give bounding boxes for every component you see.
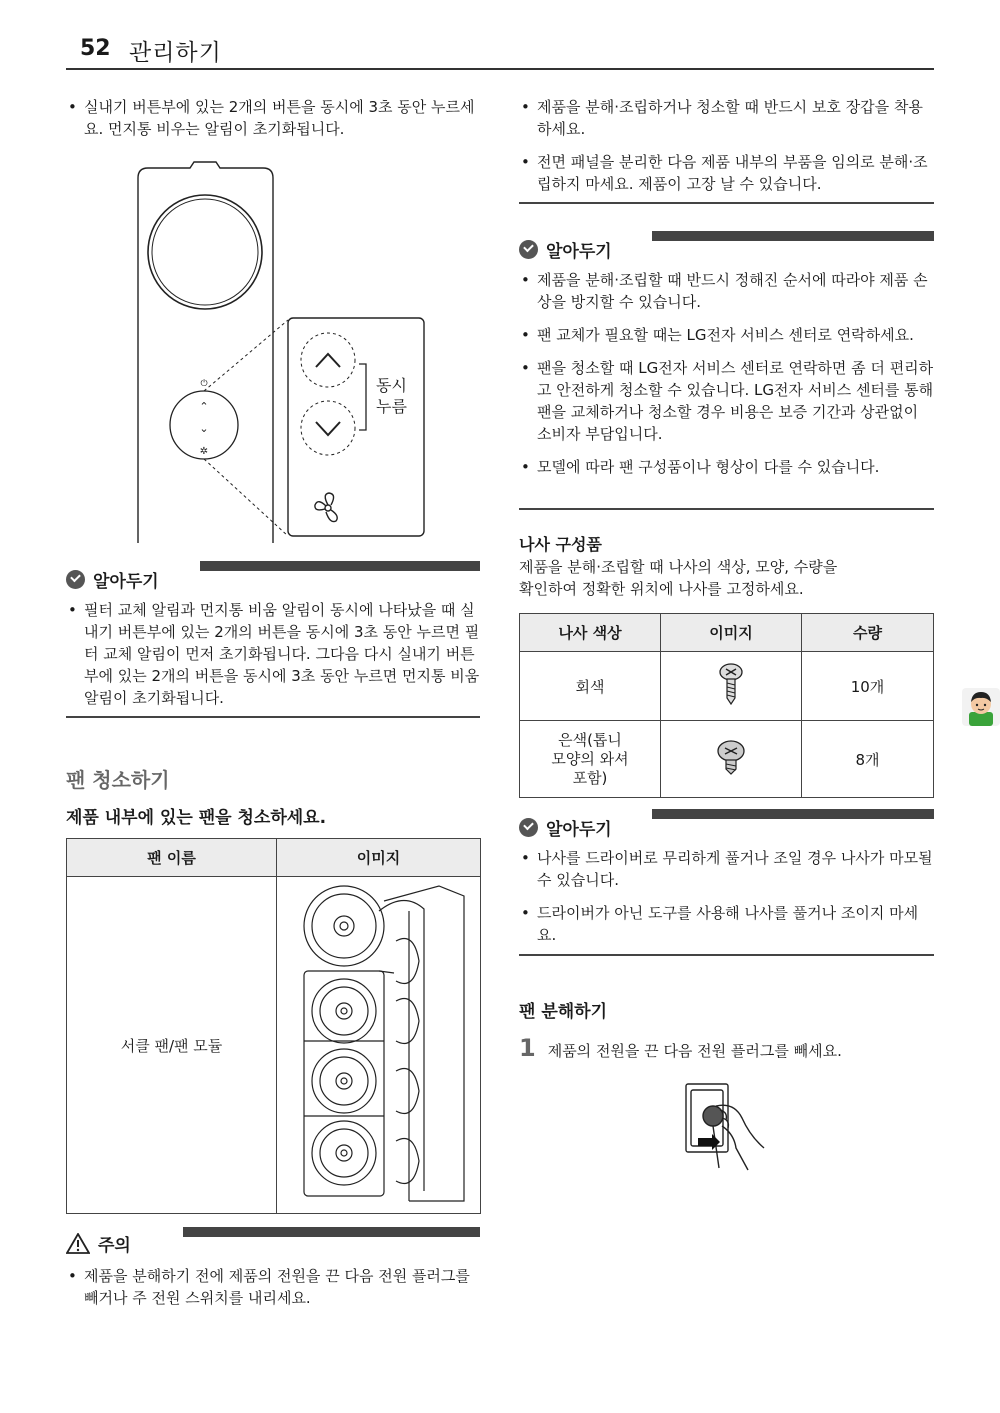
fan-section-subtitle: 제품 내부에 있는 팬을 청소하세요. [66, 808, 327, 828]
fan-module-illustration [284, 881, 474, 1206]
unplug-illustration [676, 1078, 776, 1176]
caution-box [66, 1227, 480, 1317]
side-tab-mascot [962, 688, 1000, 726]
button-panel-zoom [288, 318, 424, 536]
fan-disassembly-title: 팬 분해하기 [519, 1002, 608, 1022]
note-item: • 드라이버가 아닌 도구를 사용해 나사를 풀거나 조이지 마세요. [519, 902, 934, 946]
page-title: 관리하기 [129, 40, 222, 66]
note-title: 알아두기 [93, 572, 159, 592]
check-icon [66, 570, 85, 589]
screw-qty-cell: 8개 [802, 721, 934, 798]
fan-image-cell [277, 877, 481, 1214]
screw-color-cell: 회색 [520, 652, 661, 721]
note-item: • 팬 교체가 필요할 때는 LG전자 서비스 센터로 연락하세요. [519, 324, 934, 346]
page-header [66, 30, 934, 70]
note-item: • 제품을 분해·조립할 때 반드시 정해진 순서에 따라야 제품 손상을 방지할 수 있습니다. [519, 269, 934, 313]
fan-section-title: 팬 청소하기 [66, 768, 170, 792]
svg-text:⏻: ⏻ [200, 379, 208, 389]
table-row [67, 877, 481, 1214]
note-box-3 [519, 809, 934, 956]
caution-title: 주의 [98, 1236, 131, 1256]
column-header: 수량 [802, 614, 934, 652]
fan-name-cell: 서클 팬/팬 모듈 [67, 877, 277, 1214]
column-header: 팬 이름 [67, 839, 277, 877]
note-item: • 모델에 따라 팬 구성품이나 형상이 다를 수 있습니다. [519, 456, 934, 478]
check-icon [519, 818, 538, 837]
mascot-icon [962, 688, 1000, 726]
fan-rotor-icon [312, 1121, 376, 1185]
fan-rotor-icon [304, 886, 384, 966]
fan-rotor-icon [312, 979, 376, 1043]
check-icon [519, 240, 538, 259]
warning-icon [66, 1233, 90, 1254]
screw-image-cell [661, 652, 802, 721]
note-item: • 나사를 드라이버로 무리하게 풀거나 조일 경우 나사가 마모될 수 있습니다. [519, 847, 934, 891]
gray-screw-icon [718, 662, 744, 706]
step-number: 1 [519, 1034, 536, 1062]
svg-text:⌃: ⌃ [199, 400, 209, 413]
svg-text:⌄: ⌄ [199, 422, 209, 435]
page-number: 52 [80, 36, 111, 61]
note-item: • 필터 교체 알림과 먼지통 비움 알림이 동시에 나타났을 때 실내기 버튼부에 있는 2개의 버튼을 동시에 3초 동안 누르면 필터 교체 알림이 먼저 초기화됩니다. 그다음 다시 실내기 버튼부에 있는 2개의 버튼을 동시에 3초 동안 누르면 먼지통 비움 알림이 초기화됩니다. [66, 599, 480, 709]
intro-bullet: • 실내기 버튼부에 있는 2개의 버튼을 동시에 3초 동안 누르세요. 먼지통 비우는 알림이 초기화됩니다. [66, 96, 480, 140]
screw-color-cell: 은색(톱니 모양의 와셔 포함) [520, 721, 661, 798]
note-box-2 [519, 231, 934, 510]
screw-section-desc: 제품을 분해·조립할 때 나사의 색상, 모양, 수량을 확인하여 정확한 위치에 나사를 고정하세요. [519, 558, 838, 598]
simultaneous-press-label: 동시 누름 [376, 376, 407, 416]
column-header: 이미지 [661, 614, 802, 652]
column-header: 나사 색상 [520, 614, 661, 652]
silver-screw-icon [716, 739, 746, 775]
note-box-1 [66, 561, 480, 718]
intro-bullet-list [66, 96, 480, 151]
divider [519, 202, 934, 204]
bullet-item: • 전면 패널을 분리한 다음 제품 내부의 부품을 임의로 분해·조립하지 마세요. 제품이 고장 날 수 있습니다. [519, 151, 934, 195]
step-1 [519, 1034, 842, 1062]
screw-table [519, 613, 934, 798]
screw-image-cell [661, 721, 802, 798]
button-panel-diagram [130, 160, 430, 545]
step-text: 제품의 전원을 끈 다음 전원 플러그를 빼세요. [547, 1042, 842, 1060]
note-item: • 팬을 청소할 때 LG전자 서비스 센터로 연락하면 좀 더 편리하고 안전하게 청소할 수 있습니다. LG전자 서비스 센터를 통해 팬을 교체하거나 청소할 경우 비용은 보증 기간과 상관없이 소비자 부담입니다. [519, 357, 934, 445]
screw-section-title: 나사 구성품 [519, 535, 602, 554]
bullet-item: • 제품을 분해·조립하거나 청소할 때 반드시 보호 장갑을 착용하세요. [519, 96, 934, 140]
caution-item: • 제품을 분해하기 전에 제품의 전원을 끈 다음 전원 플러그를 빼거나 주 전원 스위치를 내리세요. [66, 1265, 480, 1309]
fan-table [66, 838, 481, 1214]
table-row [520, 721, 934, 798]
svg-text:✲: ✲ [199, 446, 209, 457]
safety-bullets [519, 96, 934, 206]
table-row [520, 652, 934, 721]
note-title: 알아두기 [546, 820, 612, 840]
fan-rotor-icon [312, 1049, 376, 1113]
note-title: 알아두기 [546, 242, 612, 262]
column-header: 이미지 [277, 839, 481, 877]
screw-qty-cell: 10개 [802, 652, 934, 721]
